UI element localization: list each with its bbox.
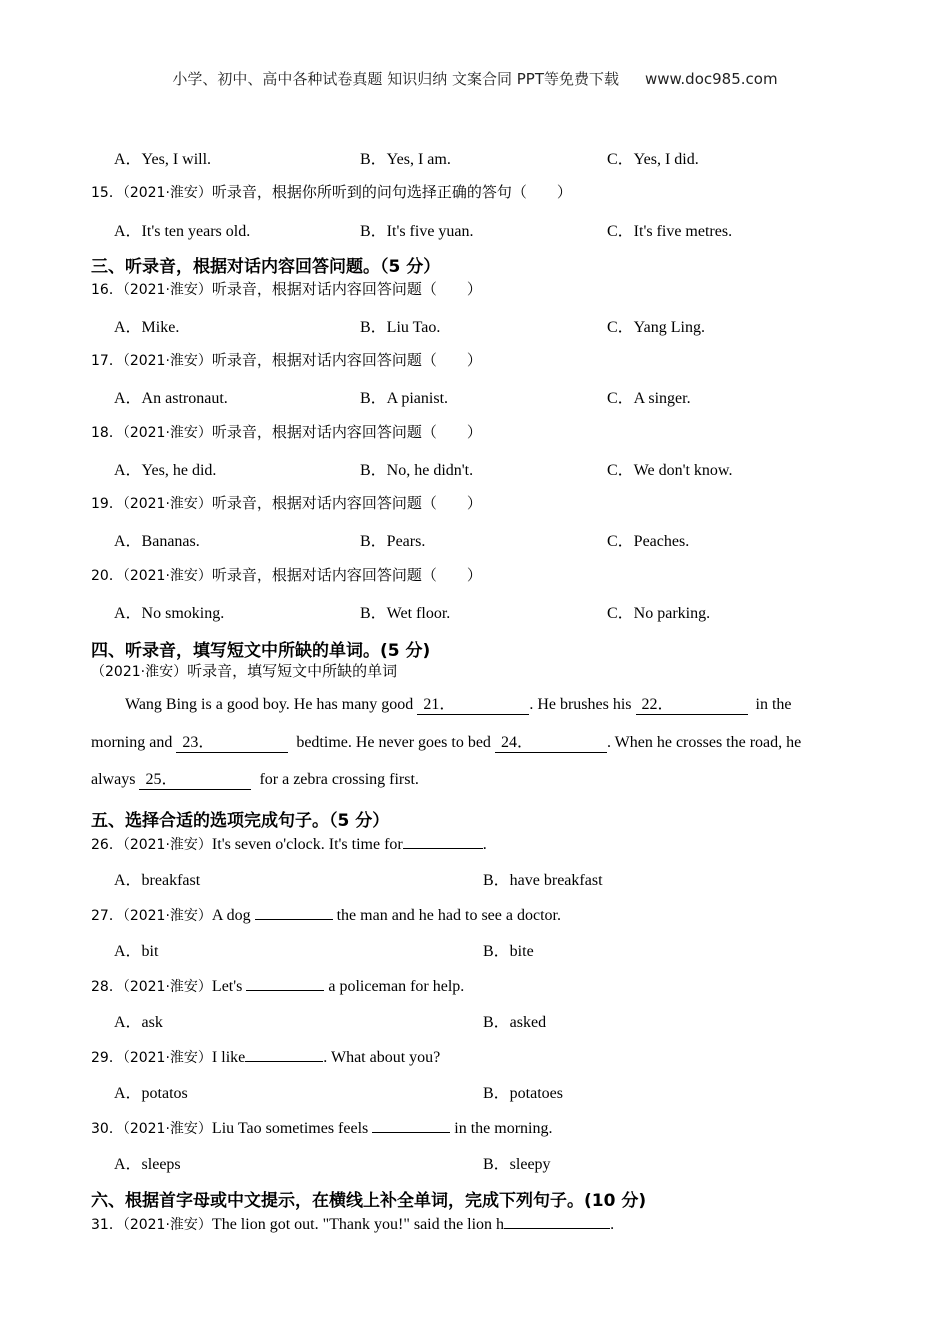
question-text: The lion got out. "Thank you!" said the lion h — [211, 1216, 505, 1233]
section-6-heading: 六、根据首字母或中文提示，在横线上补全单词，完成下列句子。(10 分) — [91, 1191, 647, 1211]
question-19 — [91, 492, 482, 513]
question-source: （2021·淮安） — [122, 568, 212, 584]
question-source: （2021·淮安） — [122, 1121, 212, 1137]
blank-25[interactable] — [139, 771, 251, 790]
section-5-heading: 五、选择合适的选项完成句子。（5 分） — [91, 811, 390, 831]
q30-option-a: A．sleeps — [114, 1156, 181, 1173]
passage-line-3 — [91, 771, 419, 790]
q26-option-b: B．have breakfast — [483, 872, 603, 889]
q20-option-a: A．No smoking. — [114, 605, 225, 622]
passage-text: morning and — [91, 734, 173, 751]
section-4-heading: 四、听录音，填写短文中所缺的单词。(5 分) — [91, 641, 431, 661]
q16-option-b: B．Liu Tao. — [360, 319, 441, 336]
q20-option-b: B．Wet floor. — [360, 605, 451, 622]
page-header — [0, 68, 950, 89]
question-text: in the morning. — [454, 1120, 553, 1137]
blank-number: 24． — [500, 734, 533, 751]
question-number: 30． — [91, 1121, 123, 1137]
blank-24[interactable] — [495, 734, 607, 753]
question-text: . What about you? — [323, 1049, 441, 1066]
answer-blank[interactable] — [372, 1116, 450, 1133]
header-text: 小学、初中、高中各种试卷真题 知识归纳 文案合同 PPT等免费下载 — [172, 70, 619, 88]
q29-option-b: B．potatoes — [483, 1085, 563, 1102]
question-text: A dog — [211, 907, 251, 924]
question-number: 28． — [91, 979, 123, 995]
q15-option-c: C．It's five metres. — [607, 223, 733, 240]
question-number: 31． — [91, 1217, 123, 1233]
question-number: 16． — [91, 282, 123, 298]
question-number: 18． — [91, 425, 123, 441]
question-18 — [91, 421, 482, 442]
question-text: 听录音，根据对话内容回答问题（ ） — [211, 351, 482, 369]
question-number: 19． — [91, 496, 123, 512]
question-text: 听录音，根据对话内容回答问题（ ） — [211, 566, 482, 584]
q19-option-b: B．Pears. — [360, 533, 426, 550]
answer-blank[interactable] — [255, 903, 333, 920]
section-4-instruction — [91, 660, 397, 681]
passage-text: for a zebra crossing first. — [259, 771, 419, 788]
question-text: 听录音，根据你所听到的问句选择正确的答句（ ） — [211, 183, 572, 201]
question-source: （2021·淮安） — [122, 908, 212, 924]
question-text: . — [482, 836, 487, 853]
question-16 — [91, 278, 482, 299]
q26-option-a: A．breakfast — [114, 872, 201, 889]
question-number: 20． — [91, 568, 123, 584]
question-text: It's seven o'clock. It's time for — [211, 836, 403, 853]
blank-22[interactable] — [636, 696, 748, 715]
passage-text: always — [91, 771, 136, 788]
question-text: . — [610, 1216, 615, 1233]
question-number: 27． — [91, 908, 123, 924]
q17-option-a: A．An astronaut. — [114, 390, 228, 407]
question-29 — [91, 1045, 440, 1067]
blank-number: 21． — [423, 696, 456, 713]
question-15 — [91, 181, 572, 202]
question-text: a policeman for help. — [328, 978, 465, 995]
question-number: 26． — [91, 837, 123, 853]
question-30 — [91, 1116, 552, 1138]
question-text: Let's — [211, 978, 243, 995]
passage-text: . When he crosses the road, he — [606, 734, 802, 751]
passage-text: bedtime. He never goes to bed — [296, 734, 491, 751]
q18-option-b: B．No, he didn't. — [360, 462, 474, 479]
q15-option-b: B．It's five yuan. — [360, 223, 474, 240]
question-20 — [91, 564, 482, 585]
passage-line-2 — [91, 734, 801, 753]
question-source: （2021·淮安） — [122, 979, 212, 995]
q27-option-b: B．bite — [483, 943, 534, 960]
question-17 — [91, 349, 482, 370]
question-source: （2021·淮安） — [91, 664, 188, 680]
q16-option-a: A．Mike. — [114, 319, 180, 336]
q20-option-c: C．No parking. — [607, 605, 711, 622]
answer-blank[interactable] — [403, 832, 483, 849]
q19-option-c: C．Peaches. — [607, 533, 690, 550]
blank-number: 23． — [182, 734, 215, 751]
q30-option-b: B．sleepy — [483, 1156, 551, 1173]
q17-option-c: C．A singer. — [607, 390, 691, 407]
question-source: （2021·淮安） — [122, 496, 212, 512]
answer-blank[interactable] — [246, 974, 324, 991]
q28-option-b: B．asked — [483, 1014, 547, 1031]
question-text: Liu Tao sometimes feels — [211, 1120, 369, 1137]
question-source: （2021·淮安） — [122, 1217, 212, 1233]
instruction-text: 听录音，填写短文中所缺的单词 — [187, 662, 398, 680]
question-source: （2021·淮安） — [122, 353, 212, 369]
question-number: 29． — [91, 1050, 123, 1066]
q14-option-a: A．Yes, I will. — [114, 151, 212, 168]
answer-blank[interactable] — [504, 1212, 610, 1229]
question-source: （2021·淮安） — [122, 282, 212, 298]
question-27 — [91, 903, 561, 925]
q16-option-c: C．Yang Ling. — [607, 319, 705, 336]
blank-number: 22． — [641, 696, 674, 713]
question-source: （2021·淮安） — [122, 1050, 212, 1066]
answer-blank[interactable] — [245, 1045, 323, 1062]
q14-option-b: B．Yes, I am. — [360, 151, 451, 168]
question-source: （2021·淮安） — [122, 425, 212, 441]
question-number: 15． — [91, 185, 123, 201]
header-url[interactable]: www.doc985.com — [644, 70, 778, 88]
blank-23[interactable] — [176, 734, 288, 753]
q18-option-a: A．Yes, he did. — [114, 462, 217, 479]
question-text: 听录音，根据对话内容回答问题（ ） — [211, 423, 482, 441]
passage-text: Wang Bing is a good boy. He has many good — [125, 696, 414, 713]
q29-option-a: A．potatos — [114, 1085, 188, 1102]
question-text: I like — [211, 1049, 246, 1066]
q28-option-a: A．ask — [114, 1014, 163, 1031]
question-28 — [91, 974, 464, 996]
section-3-heading: 三、听录音，根据对话内容回答问题。（5 分） — [91, 257, 441, 277]
question-text: 听录音，根据对话内容回答问题（ ） — [211, 280, 482, 298]
q14-option-c: C．Yes, I did. — [607, 151, 699, 168]
passage-text: . He brushes his — [529, 696, 632, 713]
q19-option-a: A．Bananas. — [114, 533, 200, 550]
q27-option-a: A．bit — [114, 943, 159, 960]
question-text: 听录音，根据对话内容回答问题（ ） — [211, 494, 482, 512]
passage-line-1 — [125, 696, 792, 715]
question-source: （2021·淮安） — [122, 837, 212, 853]
q15-option-a: A．It's ten years old. — [114, 223, 251, 240]
question-source: （2021·淮安） — [122, 185, 212, 201]
question-text: the man and he had to see a doctor. — [336, 907, 561, 924]
question-31 — [91, 1212, 614, 1234]
blank-21[interactable] — [417, 696, 529, 715]
question-number: 17． — [91, 353, 123, 369]
question-26 — [91, 832, 487, 854]
q17-option-b: B．A pianist. — [360, 390, 449, 407]
blank-number: 25． — [145, 771, 178, 788]
passage-text: in the — [755, 696, 792, 713]
q18-option-c: C．We don't know. — [607, 462, 733, 479]
